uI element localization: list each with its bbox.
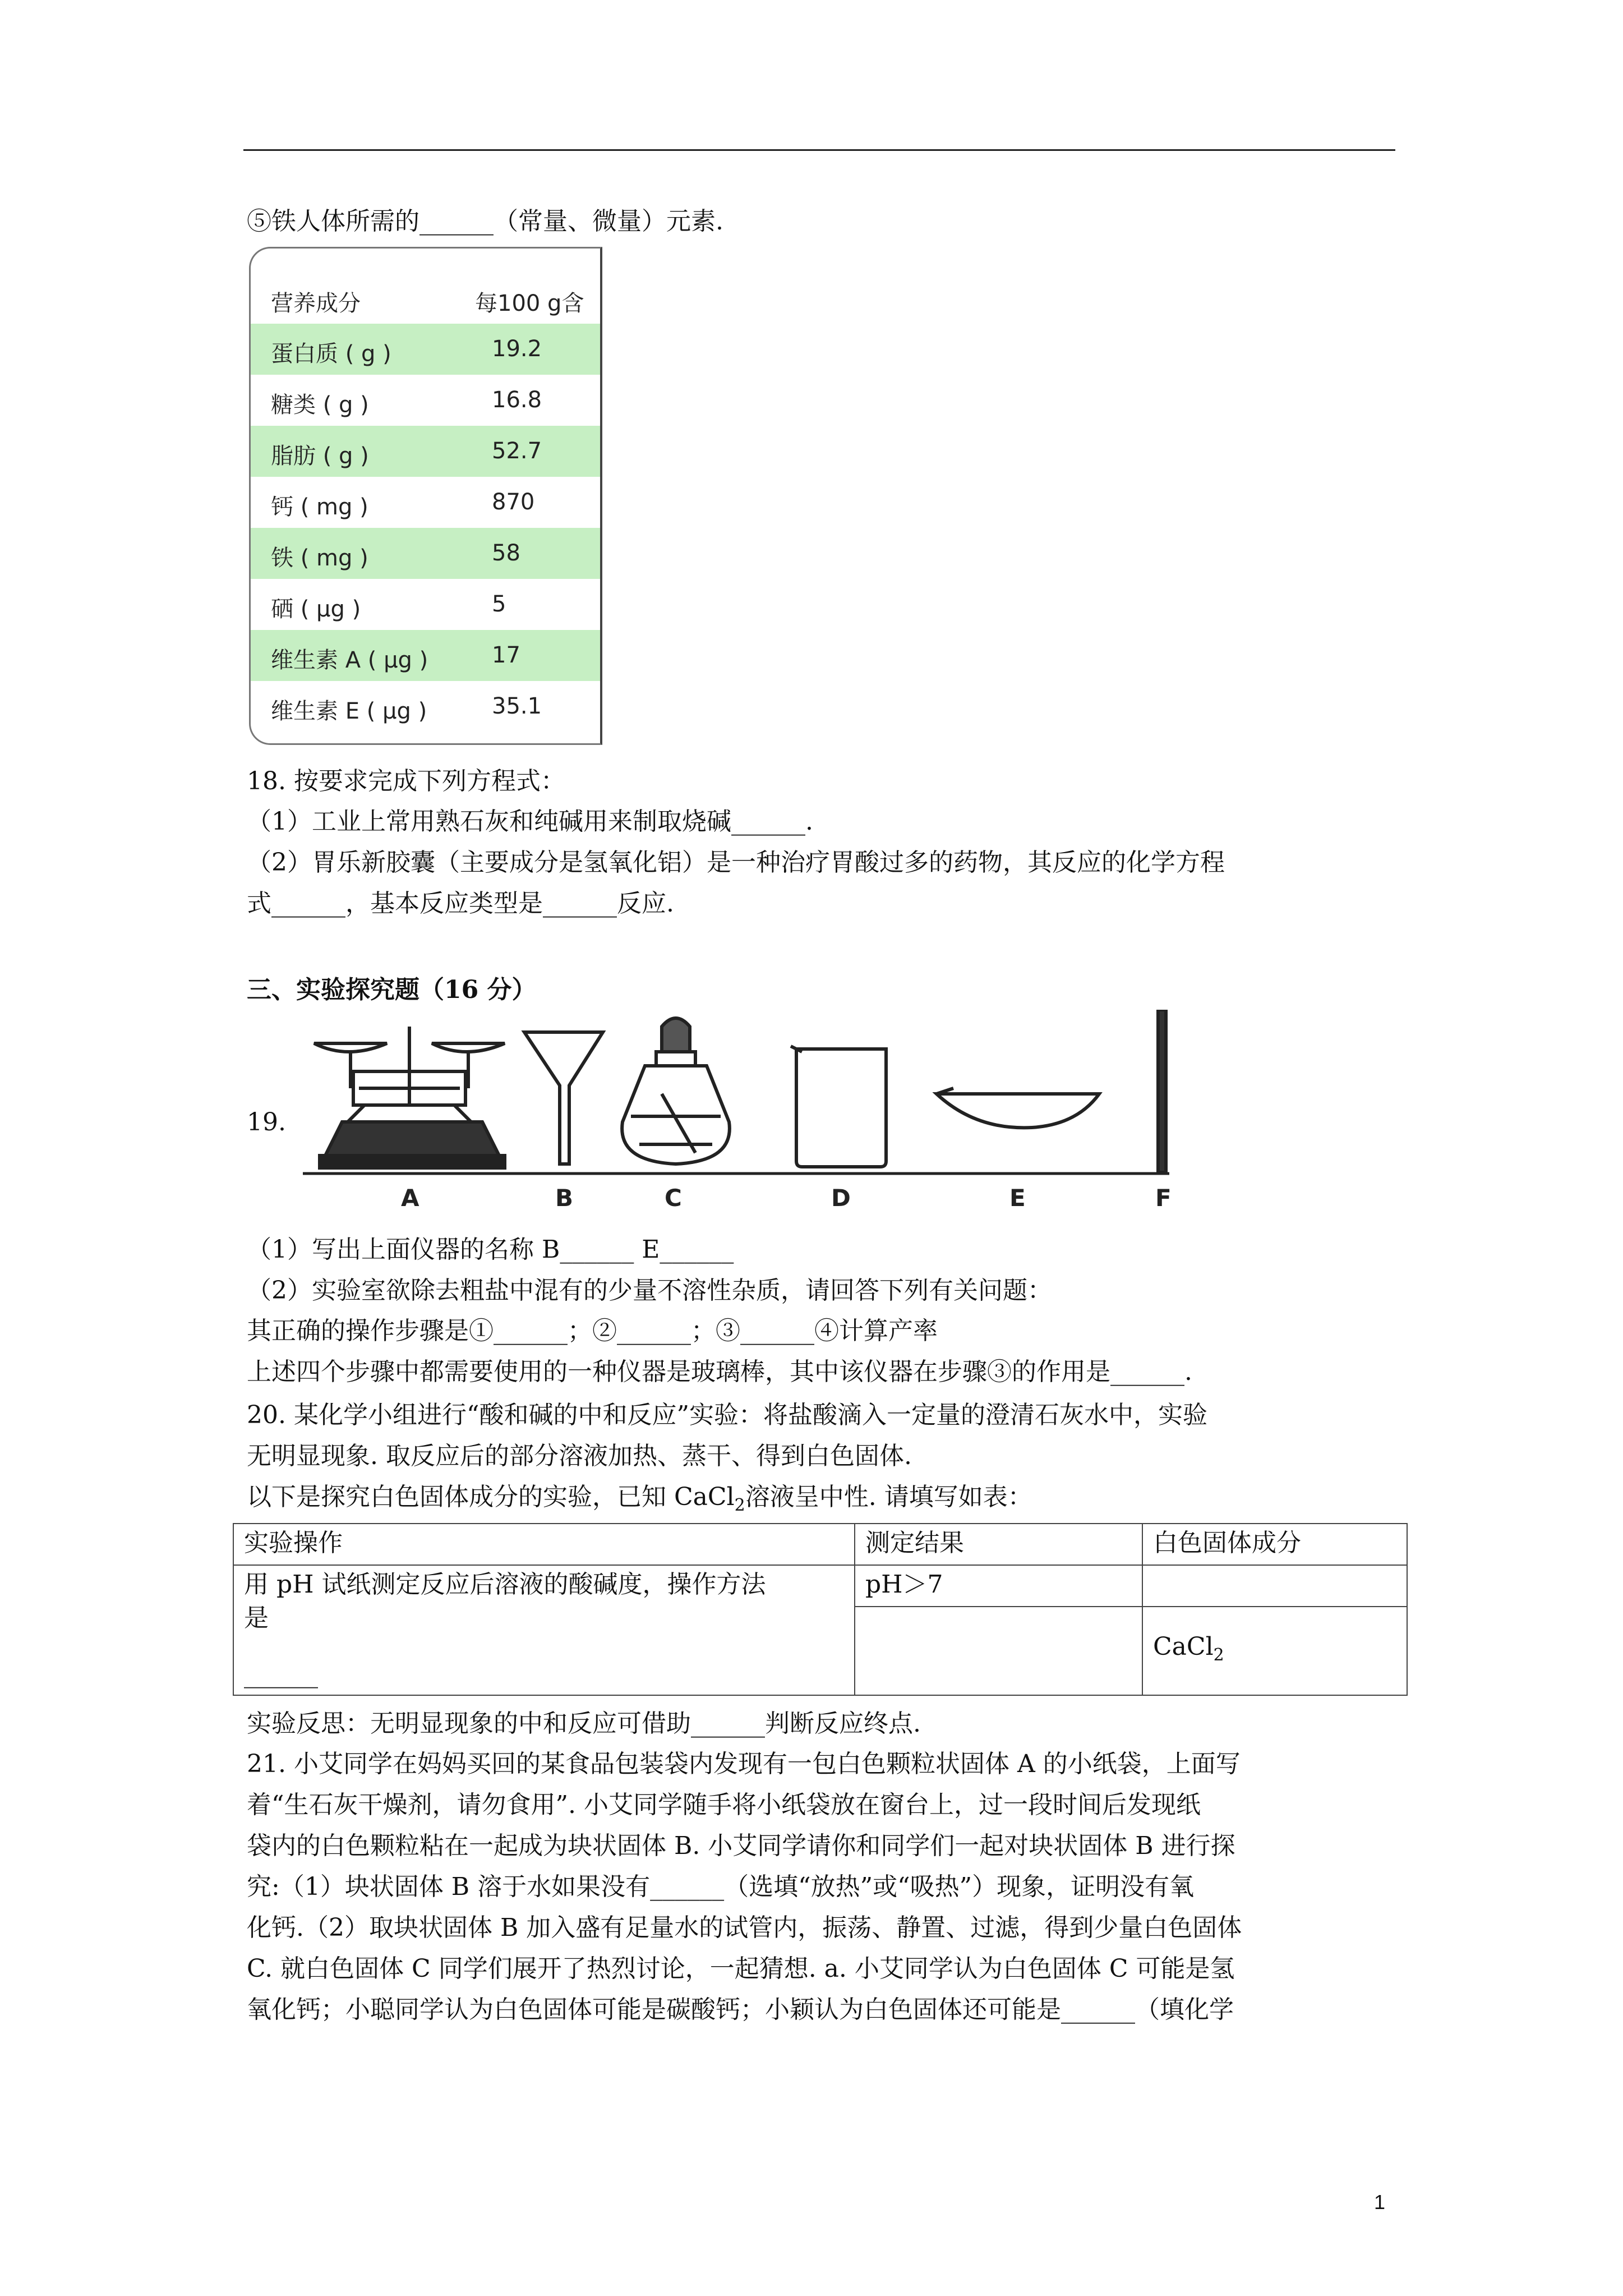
- apparatus-drawing: [303, 1010, 1189, 1234]
- nutrient-value: 19.2: [492, 336, 542, 362]
- nutrition-table: [249, 247, 602, 745]
- q18-part2b: 式______，基本反应类型是______反应.: [247, 889, 674, 918]
- q18-part1: （1）工业上常用熟石灰和纯碱用来制取烧碱______.: [247, 807, 813, 836]
- q21-line: 21. 小艾同学在妈妈买回的某食品包装袋内发现有一包白色颗粒状固体 A 的小纸袋，上面写: [247, 1750, 1241, 1778]
- q21-line: 化钙.（2）取块状固体 B 加入盛有足量水的试管内，振荡、静置、过滤，得到少量白色固体: [247, 1913, 1242, 1942]
- q19-part1: （1）写出上面仪器的名称 B______ E______: [247, 1235, 734, 1264]
- nutrient-name: 脂肪 ( g ): [271, 443, 369, 469]
- stand-icon: [1158, 1010, 1166, 1172]
- nutrient-value: 35.1: [492, 693, 542, 719]
- nutrition-row: [251, 426, 600, 477]
- nutrient-name: 铁 ( mg ): [271, 545, 368, 571]
- section-heading: 三、实验探究题（16 分）: [247, 976, 537, 1004]
- result-cell-2: [855, 1607, 1142, 1695]
- nutrition-header-name: 营养成分: [271, 291, 361, 316]
- q21-line: 着“生石灰干燥剂，请勿食用”. 小艾同学随手将小纸袋放在窗台上，过一段时间后发现纸: [247, 1791, 1201, 1819]
- q19-number: 19.: [247, 1108, 286, 1137]
- label-c: C: [665, 1184, 682, 1212]
- component-cell-2: CaCl$_2$: [1142, 1607, 1407, 1695]
- operation-cell: 用 pH 试纸测定反应后溶液的酸碱度，操作方法 是 ______: [233, 1565, 855, 1695]
- q20-reflection: 实验反思：无明显现象的中和反应可借助______判断反应终点.: [247, 1709, 921, 1738]
- component-cell-1: [1142, 1565, 1407, 1607]
- nutrient-value: 52.7: [492, 438, 542, 464]
- q19-part3: 其正确的操作步骤是①______；②______；③______④计算产率: [247, 1317, 938, 1345]
- alcohol-lamp-icon: [622, 1018, 730, 1164]
- nutrition-row: [251, 579, 600, 630]
- nutrition-row: [251, 681, 600, 732]
- nutrition-header-value: 每100 g含: [475, 291, 584, 316]
- nutrition-row: [251, 528, 600, 579]
- header-result: 测定结果: [855, 1524, 1142, 1565]
- nutrition-row: [251, 477, 600, 528]
- label-e: E: [1009, 1184, 1026, 1212]
- q20-line1: 20. 某化学小组进行“酸和碱的中和反应”实验：将盐酸滴入一定量的澄清石灰水中，实验: [247, 1401, 1207, 1429]
- q17-item5: ⑤铁人体所需的______（常量、微量）元素.: [247, 207, 723, 236]
- label-a: A: [401, 1184, 419, 1212]
- nutrient-name: 钙 ( mg ): [271, 494, 368, 520]
- nutrient-value: 5: [492, 591, 506, 617]
- nutrition-header: [251, 273, 600, 324]
- balance-icon: [314, 1027, 505, 1168]
- beaker-icon: [791, 1046, 886, 1167]
- nutrition-row: [251, 324, 600, 375]
- q21-line: C. 就白色固体 C 同学们展开了热烈讨论，一起猜想. a. 小艾同学认为白色固体 C 可能是氢: [247, 1954, 1235, 1983]
- page-number: 1: [1374, 2191, 1386, 2214]
- label-b: B: [555, 1184, 574, 1212]
- nutrient-name: 维生素 A ( μg ): [271, 647, 428, 673]
- header-operation: 实验操作: [233, 1524, 855, 1565]
- q21-line: 氧化钙；小聪同学认为白色固体可能是碳酸钙；小颖认为白色固体还可能是______（填化学: [247, 1995, 1234, 2024]
- label-f: F: [1155, 1184, 1172, 1212]
- label-d: D: [831, 1184, 851, 1212]
- result-cell-1: pH＞7: [855, 1565, 1142, 1607]
- q18-title: 18. 按要求完成下列方程式：: [247, 767, 565, 795]
- nutrient-name: 硒 ( μg ): [271, 596, 361, 622]
- nutrition-row: [251, 630, 600, 681]
- header-rule: [243, 149, 1395, 151]
- q21-line: 究:（1）块状固体 B 溶于水如果没有______（选填“放热”或“吸热”）现象，证明没有氧: [247, 1872, 1195, 1901]
- nutrient-value: 58: [492, 540, 520, 566]
- q19-part4: 上述四个步骤中都需要使用的一种仪器是玻璃棒，其中该仪器在步骤③的作用是______.: [247, 1358, 1192, 1386]
- experiment-table: [233, 1523, 1408, 1696]
- q18-part2a: （2）胃乐新胶囊（主要成分是氢氧化铝）是一种治疗胃酸过多的药物，其反应的化学方程: [247, 848, 1225, 877]
- apparatus-figure: [303, 1010, 1189, 1234]
- q21-line: 袋内的白色颗粒粘在一起成为块状固体 B. 小艾同学请你和同学们一起对块状固体 B 进行探: [247, 1832, 1235, 1860]
- q20-line2: 无明显现象. 取反应后的部分溶液加热、蒸干、得到白色固体.: [247, 1442, 912, 1470]
- nutrient-name: 蛋白质 ( g ): [271, 341, 391, 367]
- nutrient-value: 17: [492, 642, 520, 668]
- nutrient-value: 16.8: [492, 387, 542, 413]
- nutrient-name: 维生素 E ( μg ): [271, 698, 427, 724]
- q20-line3: 以下是探究白色固体成分的实验，已知 CaCl$_2$溶液呈中性. 请填写如表：: [247, 1483, 1032, 1515]
- q19-part2: （2）实验室欲除去粗盐中混有的少量不溶性杂质，请回答下列有关问题：: [247, 1276, 1052, 1305]
- funnel-icon: [524, 1032, 603, 1164]
- nutrient-name: 糖类 ( g ): [271, 392, 369, 418]
- header-component: 白色固体成分: [1142, 1524, 1407, 1565]
- nutrient-value: 870: [492, 489, 535, 515]
- evaporating-dish-icon: [937, 1088, 1099, 1128]
- nutrition-row: [251, 375, 600, 426]
